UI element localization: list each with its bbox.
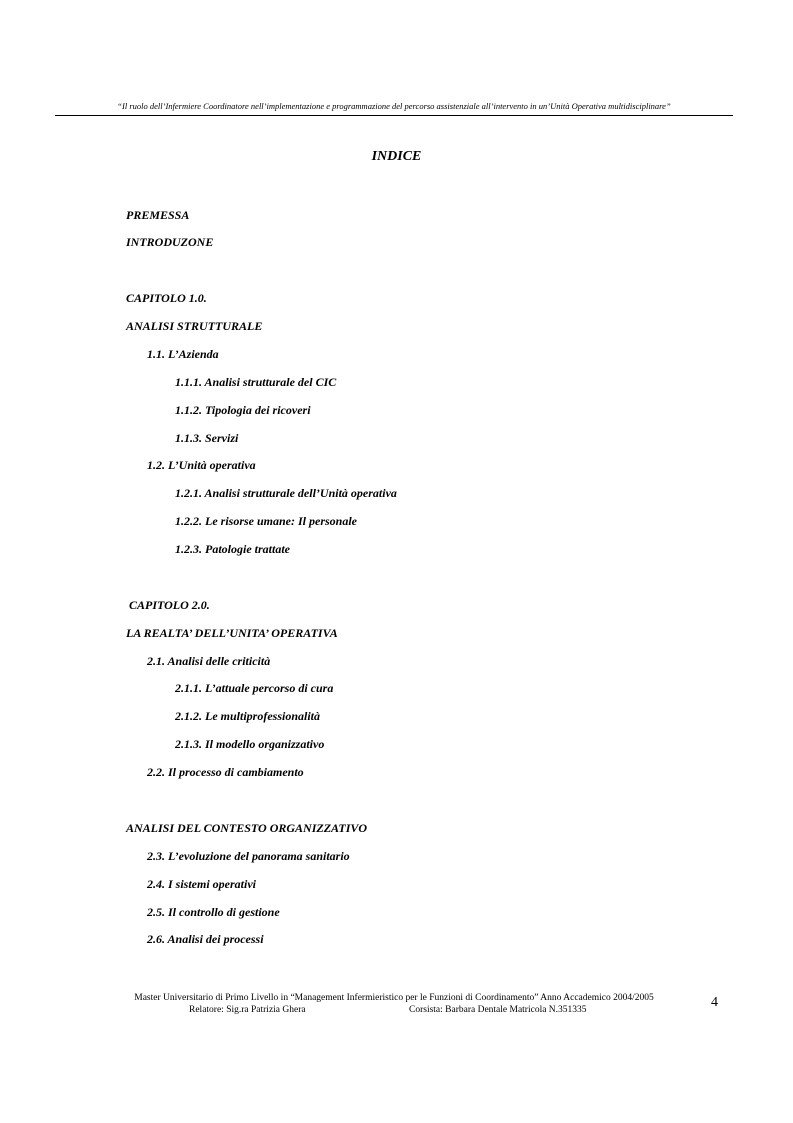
toc-entry: 1.2.2. Le risorse umane: Il personale	[175, 514, 358, 528]
toc-entry: 2.4. I sistemi operativi	[147, 877, 256, 891]
toc-entry: 1.1.3. Servizi	[175, 431, 239, 445]
toc-entry: 2.6. Analisi dei processi	[147, 932, 264, 946]
toc-entry: 2.1.2. Le multiprofessionalità	[175, 709, 321, 723]
toc-entry: CAPITOLO 1.0.	[126, 291, 207, 305]
toc-entry: 2.3. L’evoluzione del panorama sanitario	[147, 849, 350, 863]
toc-entry: 1.1.2. Tipologia dei ricoveri	[175, 403, 311, 417]
toc-entry: 1.2.3. Patologie trattate	[175, 542, 290, 556]
footer-relatore: Relatore: Sig.ra Patrizia Ghera	[189, 1005, 306, 1015]
footer-course: Master Universitario di Primo Livello in “Management Infermieristico per le Funzioni di Coordinamento” Anno Accademico 2004/2005	[134, 993, 654, 1003]
toc-entry: ANALISI STRUTTURALE	[126, 319, 263, 333]
page-number: 4	[711, 995, 718, 1010]
toc-entry: 1.2. L’Unità operativa	[147, 458, 256, 472]
toc-entry: 1.2.1. Analisi strutturale dell’Unità operativa	[175, 486, 397, 500]
toc-entry: 1.1.1. Analisi strutturale del CIC	[175, 375, 337, 389]
footer-corsista: Corsista: Barbara Dentale Matricola N.351335	[409, 1005, 587, 1015]
toc-entry: 2.2. Il processo di cambiamento	[147, 765, 304, 779]
header-divider	[55, 115, 733, 116]
toc-entry: PREMESSA	[126, 208, 190, 222]
toc-entry: LA REALTA’ DELL’UNITA’ OPERATIVA	[126, 626, 338, 640]
toc-entry: 2.5. Il controllo di gestione	[147, 905, 280, 919]
toc-entry: ANALISI DEL CONTESTO ORGANIZZATIVO	[126, 821, 368, 835]
running-header: “Il ruolo dell’Infermiere Coordinatore nell’implementazione e programmazione del percorso assistenziale all’intervento in un’Unità Operativa multidisciplinare”	[117, 101, 671, 111]
toc-entry: 2.1. Analisi delle criticità	[147, 654, 271, 668]
toc-entry: 2.1.1. L’attuale percorso di cura	[175, 681, 334, 695]
toc-entry: INTRODUZONE	[126, 235, 214, 249]
page-title: INDICE	[371, 149, 422, 164]
toc-entry: 2.1.3. Il modello organizzativo	[175, 737, 325, 751]
toc-entry: CAPITOLO 2.0.	[129, 598, 210, 612]
toc-entry: 1.1. L’Azienda	[147, 347, 219, 361]
